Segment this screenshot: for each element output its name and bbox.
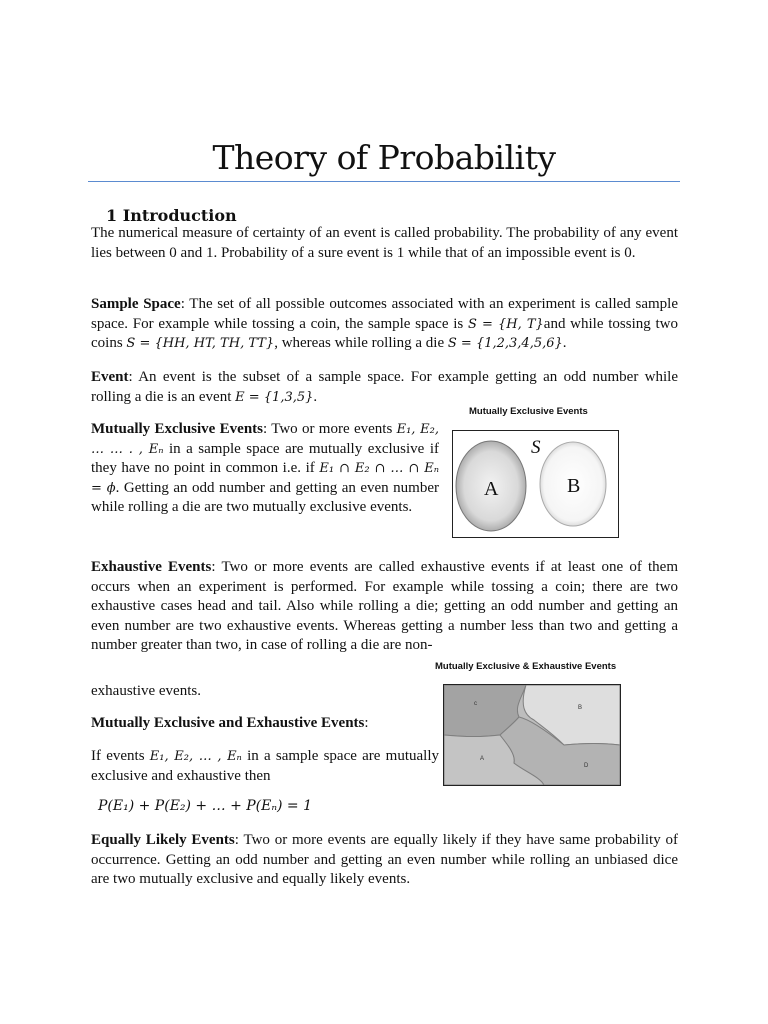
sample-space-label: Sample Space	[91, 296, 181, 312]
venn-diagram-figure	[452, 430, 619, 538]
exhaustive-text: : Two or more events are called exhaustive events if at least one of them occurs when an experiment is performed. For example while tossing a coin; there are two exhaustive cases head and tail. Also while rolling a die; getting an odd number and getting an even number are two exhaustive events. Whereas getting a number less than two and getting a number greater than two, in case of rolling a die are non-	[91, 559, 679, 653]
region-c-label: c	[474, 701, 477, 707]
set-b-label: B	[567, 475, 581, 497]
me-ex-text-2: in a sample space are mutually exclusive and exhaustive then	[91, 748, 440, 784]
sample-space-paragraph	[91, 295, 678, 354]
sample-space-text-2: and while tossing two coins	[91, 315, 678, 351]
mutually-exclusive-text-2: in a sample space are mutually exclusive if they have no point in common i.e. if	[91, 440, 439, 476]
title-divider	[88, 181, 680, 182]
exhaustive-label: Exhaustive Events	[91, 559, 212, 575]
sample-space-text-3: , whereas while rolling a die	[274, 335, 448, 351]
probability-sum-formula: P(E₁) + P(E₂) + … + P(Eₙ) = 1	[98, 798, 313, 814]
intro-paragraph: The numerical measure of certainty of an event is called probability. The probability of any event lies between 0 and 1. Probability of a sure event is 1 while that of an impossible event is 0.	[91, 225, 678, 261]
venn-diagram	[453, 431, 618, 537]
event-text-2: .	[313, 388, 318, 405]
sample-space-text-4: .	[562, 335, 567, 351]
partition-diagram-figure	[443, 684, 621, 786]
equally-likely-paragraph	[91, 831, 678, 890]
event-text: : An event is the subset of a sample space. For example getting an odd number while rolling a die is an event	[91, 369, 678, 405]
me-ex-label: Mutually Exclusive and Exhaustive Events	[91, 715, 365, 731]
space-label: S	[531, 437, 541, 458]
mutually-exclusive-text: : Two or more events	[263, 421, 397, 437]
events-list: E₁, E₂, … … . , Eₙ	[91, 422, 439, 457]
event-label: Event	[91, 369, 129, 385]
me-ex-paragraph	[91, 747, 439, 786]
sample-space-text: : The set of all possible outcomes associated with an experiment is called sample space. For example while tossing a coin, the sample space is	[91, 296, 678, 332]
equally-likely-text: : Two or more events are equally likely if they have same probability of occurrence. Getting an odd number and getting an even number while rolling an unbiased dice are two mutually exclusive and equally likely events.	[91, 832, 679, 887]
section-heading: 1 Introduction	[106, 206, 237, 225]
me-ex-events-list: E₁, E₂, … , Eₙ	[149, 749, 242, 764]
region-b-label: B	[578, 705, 583, 711]
event-set: E = {1,3,5}	[235, 389, 314, 405]
two-coin-sample-set: S = {HH, HT, TH, TT}	[126, 336, 275, 351]
me-ex-heading	[91, 714, 439, 734]
mutually-exclusive-paragraph	[91, 420, 439, 518]
mutually-exclusive-text-3: . Getting an odd number and getting an even number while rolling a die are two mutually exclusive events.	[91, 479, 439, 515]
me-ex-colon: :	[364, 715, 369, 731]
mutually-exclusive-label: Mutually Exclusive Events	[91, 421, 263, 437]
set-a-label: A	[484, 478, 499, 500]
equally-likely-label: Equally Likely Events	[91, 832, 235, 848]
partition-diagram	[444, 685, 620, 785]
coin-sample-set: S = {H, T}	[467, 316, 544, 332]
exhaustive-paragraph	[91, 558, 678, 656]
region-d-label: D	[584, 763, 589, 769]
die-sample-set: S = {1,2,3,4,5,6}	[447, 336, 563, 351]
figure1-caption: Mutually Exclusive Events	[469, 406, 588, 417]
figure2-caption: Mutually Exclusive & Exhaustive Events	[435, 661, 617, 672]
exhaustive-continuation: exhaustive events.	[91, 683, 201, 699]
me-ex-text: If events	[91, 748, 150, 764]
event-paragraph	[91, 368, 678, 407]
disjoint-condition: E₁ ∩ E₂ ∩ … ∩ Eₙ = ϕ	[91, 461, 440, 496]
page-title: Theory of Probability	[212, 138, 556, 177]
region-a-label: A	[480, 756, 485, 762]
